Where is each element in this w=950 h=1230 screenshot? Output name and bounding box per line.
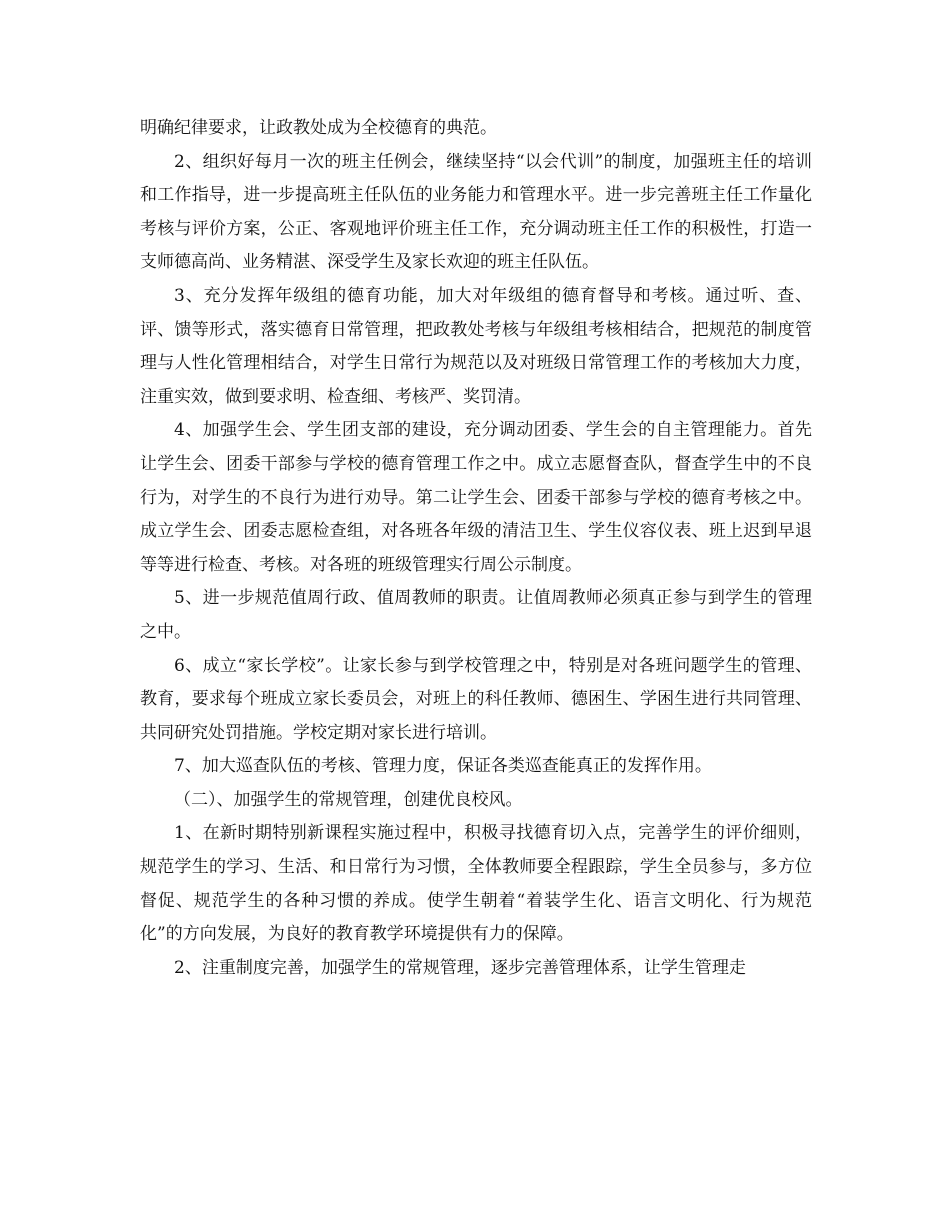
section-heading: （二）、加强学生的常规管理，创建优良校风。 [174,789,523,810]
paragraph-item-3: 3、充分发挥年级组的德育功能，加大对年级组的德育督导和考核。通过听、查、评、馈等形式，落实德育日常管理，把政教处考核与年级组考核相结合，把规范的制度管理与人性化管理相结合，对学生日常行为规范以及对班级日常管理工作的考核加大力度，注重实效，做到要求明、检查细、考核严、奖罚清。 [140,285,812,407]
document-body [140,112,812,985]
paragraph-item-4: 4、加强学生会、学生团支部的建设，充分调动团委、学生会的自主管理能力。首先让学生会、团委干部参与学校的德育管理工作之中。成立志愿督查队，督查学生中的不良行为，对学生的不良行为进行劝导。第二让学生会、团委干部参与学校的德育考核之中。成立学生会、团委志愿检查组，对各班各年级的清洁卫生、学生仪容仪表、班上迟到早退等等进行检查、考核。对各班的班级管理实行周公示制度。 [140,420,812,575]
paragraph-section2-item-2: 2、注重制度完善，加强学生的常规管理，逐步完善管理体系，让学生管理走 [174,957,746,978]
paragraph-item-5: 5、进一步规范值周行政、值周教师的职责。让值周教师必须真正参与到学生的管理之中。 [140,588,812,642]
paragraph-item-7: 7、加大巡查队伍的考核、管理力度，保证各类巡查能真正的发挥作用。 [174,756,712,777]
paragraph-item-6: 6、成立“家长学校”。让家长参与到学校管理之中，特别是对各班问题学生的管理、教育，要求每个班成立家长委员会，对班上的科任教师、德困生、学困生进行共同管理、共同研究处罚措施。学校定期对家长进行培训。 [140,655,812,743]
paragraph-section2-item-1: 1、在新时期特别新课程实施过程中，积极寻找德育切入点，完善学生的评价细则，规范学生的学习、生活、和日常行为习惯，全体教师要全程跟踪，学生全员参与，多方位督促、规范学生的各种习惯的养成。使学生朝着“着装学生化、语言文明化、行为规范化”的方向发展，为良好的教育教学环境提供有力的保障。 [140,823,812,945]
paragraph-item-2: 2、组织好每月一次的班主任例会，继续坚持“以会代训”的制度，加强班主任的培训和工作指导，进一步提高班主任队伍的业务能力和管理水平。进一步完善班主任工作量化考核与评价方案，公正、客观地评价班主任工作，充分调动班主任工作的积极性，打造一支师德高尚、业务精湛、深受学生及家长欢迎的班主任队伍。 [140,151,812,273]
paragraph-continued: 明确纪律要求，让政教处成为全校德育的典范。 [140,118,497,138]
